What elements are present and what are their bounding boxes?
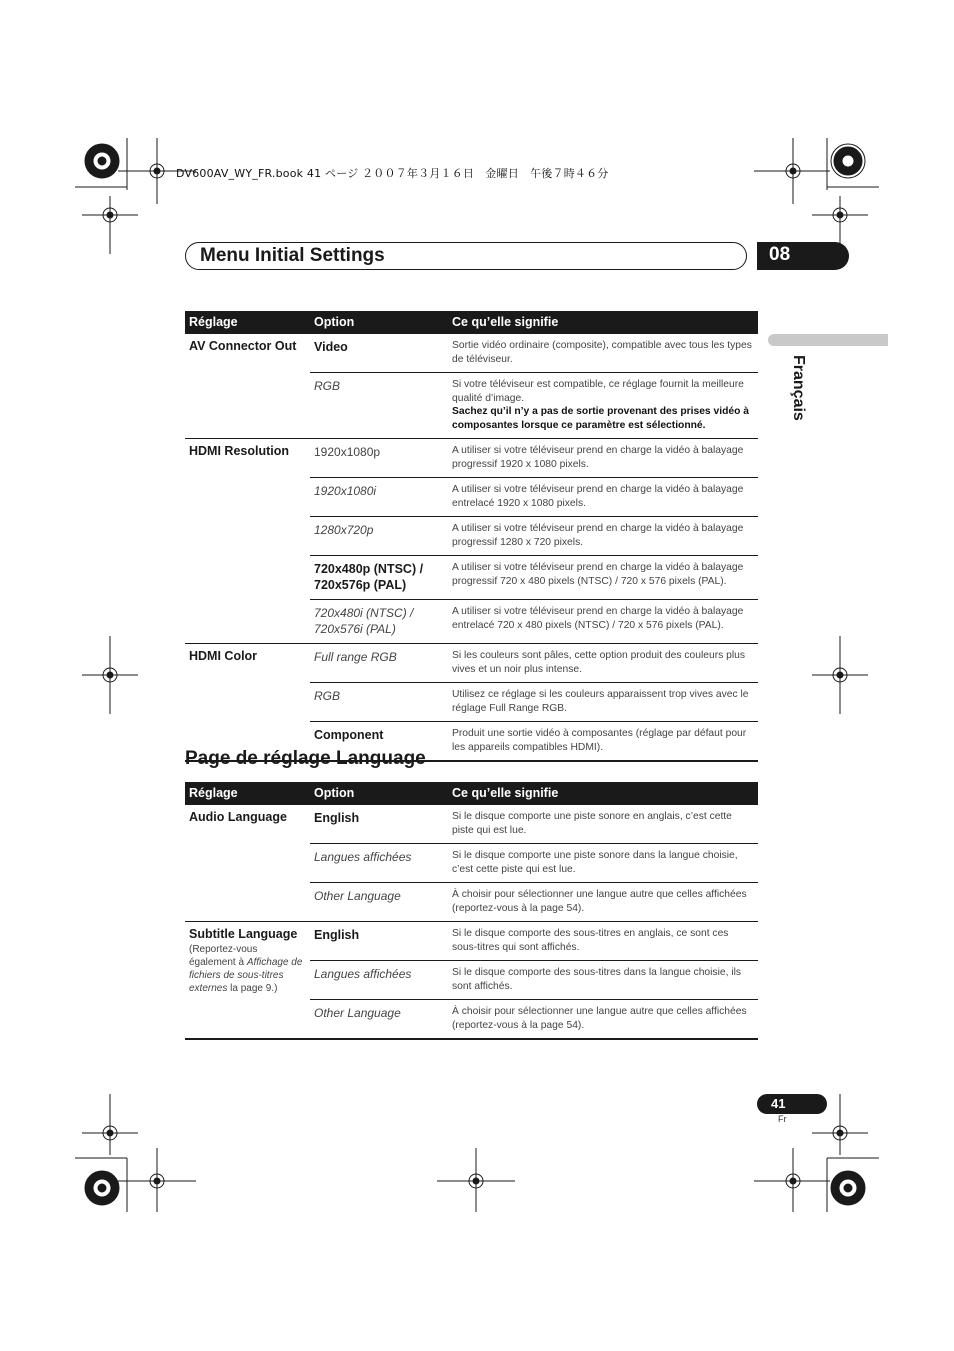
table-row [185,922,758,961]
table-row [185,600,758,644]
option-name: English [314,811,360,825]
setting-note-pre: (Reportez-vous également à [189,944,258,968]
crosshair-bottom-left-icon [118,1148,196,1212]
option-description [448,373,758,439]
crosshair-left-lower-icon [82,1094,138,1155]
page-language: Fr [778,1114,787,1124]
language-side-text: Français [790,355,807,421]
setting-note-link: Affichage de fichiers de sous-titres externes [189,957,303,994]
option-description: A utiliser si votre téléviseur prend en charge la vidéo à balayage progressif 1920 x 1080 pixels. [448,439,758,478]
option-name: Langues affichées [310,961,448,1000]
option-name: 1280x720p [310,517,448,556]
table-row [185,644,758,683]
setting-note-post: la page 9.) [227,983,278,994]
option-description: A utiliser si votre téléviseur prend en charge la vidéo à balayage entrelacé 720 x 480 pixels (NTSC) / 720 x 576 pixels (PAL). [448,600,758,644]
setting-cell [185,922,310,1040]
option-description-text: Si votre téléviseur est compatible, ce réglage fournit la meilleure qualité d’image. [452,379,744,404]
table-row [185,883,758,922]
option-name: RGB [310,683,448,722]
header-meaning: Ce qu’elle signifie [448,782,758,805]
table-row [185,478,758,517]
page-title: Menu Initial Settings [200,245,385,266]
option-name: Video [314,340,348,354]
language-settings-table [185,782,758,1040]
option-name-line2: 720x576i (PAL) [314,622,396,636]
option-warning: Sachez qu’il n’y a pas de sortie provenant des prises vidéo à composantes lorsque ce paramètre est sélectionné. [452,406,749,431]
option-description: Si le disque comporte des sous-titres en anglais, ce sont ces sous-titres qui sont affichés. [448,922,758,961]
page-number: 41 [771,1096,786,1111]
option-description: Si les couleurs sont pâles, cette option produit des couleurs plus vives et un noir plus intense. [448,644,758,683]
setting-name: Subtitle Language [189,927,298,941]
chapter-badge [757,242,849,270]
crop-mark-top-left-icon [75,138,127,190]
option-description: Produit une sortie vidéo à composantes (réglage par défaut pour les appareils compatibles HDMI). [448,722,758,762]
option-description: Si le disque comporte une piste sonore en anglais, c’est cette piste qui est lue. [452,811,732,836]
option-name: RGB [310,373,448,439]
setting-name: HDMI Resolution [185,439,310,478]
table-row [185,517,758,556]
chapter-number: 08 [769,244,791,265]
crosshair-right-middle-icon [812,636,868,714]
table-row [185,805,758,844]
page-number-badge [757,1094,827,1114]
section-title: Page de réglage Language [185,748,426,769]
print-slug: DV600AV_WY_FR.book 41 ページ ２００７年３月１６日 金曜日 午後７時４６分 [176,167,609,180]
option-name: 1920x1080i [310,478,448,517]
table-row [185,373,758,439]
option-name: Other Language [310,1000,448,1040]
language-side-label [788,356,808,436]
option-description: Si le disque comporte des sous-titres dans la langue choisie, ils sont affichés. [448,961,758,1000]
header-meaning: Ce qu’elle signifie [448,311,758,334]
option-name-line1: 720x480i (NTSC) / [314,606,414,620]
option-name: Langues affichées [310,844,448,883]
table-header-row [185,311,758,334]
option-description: Si le disque comporte une piste sonore dans la langue choisie, c’est cette piste qui est lue. [448,844,758,883]
option-name-line2: 720x576p (PAL) [314,578,407,592]
option-name-line1: 720x480p (NTSC) / [314,562,424,576]
table-row [185,683,758,722]
language-tab [768,334,888,346]
option-description: Sortie vidéo ordinaire (composite), compatible avec tous les types de téléviseur. [452,340,752,365]
video-settings-table [185,311,758,762]
crosshair-bottom-center-icon [437,1148,515,1212]
crop-mark-bottom-right-icon [827,1158,879,1212]
option-name: English [310,922,448,961]
crosshair-top-right-icon [754,138,830,204]
header-option: Option [310,782,448,805]
header-setting: Réglage [185,782,310,805]
table-row [185,334,758,373]
option-description: Utilisez ce réglage si les couleurs apparaissent trop vives avec le réglage Full Range RGB. [448,683,758,722]
option-name: Component [310,722,448,762]
option-name [310,600,448,644]
crosshair-bottom-right-icon [754,1148,830,1212]
crop-mark-bottom-left-icon [75,1158,127,1212]
setting-note [189,943,306,995]
setting-name: AV Connector Out [189,339,297,353]
table-row [185,844,758,883]
option-name: 1920x1080p [310,439,448,478]
option-description: À choisir pour sélectionner une langue autre que celles affichées (reportez-vous à la page 54). [448,1000,758,1040]
table-row [185,439,758,478]
table-row [185,556,758,600]
option-description: À choisir pour sélectionner une langue autre que celles affichées (reportez-vous à la page 54). [448,883,758,922]
crosshair-left-upper-icon [82,196,138,254]
table-header-row [185,782,758,805]
header-option: Option [310,311,448,334]
setting-name: Audio Language [189,810,287,824]
option-name [310,556,448,600]
option-name: Other Language [310,883,448,922]
option-description: A utiliser si votre téléviseur prend en charge la vidéo à balayage progressif 720 x 480 pixels (NTSC) / 720 x 576 pixels (PAL). [448,556,758,600]
option-description: A utiliser si votre téléviseur prend en charge la vidéo à balayage entrelacé 1920 x 1080 pixels. [448,478,758,517]
crop-mark-top-right-icon [827,138,879,190]
option-description: A utiliser si votre téléviseur prend en charge la vidéo à balayage progressif 1280 x 720 pixels. [448,517,758,556]
page-title-bar [185,242,747,270]
option-name: Full range RGB [310,644,448,683]
header-setting: Réglage [185,311,310,334]
setting-name: HDMI Color [185,644,310,683]
crosshair-left-middle-icon [82,636,138,714]
